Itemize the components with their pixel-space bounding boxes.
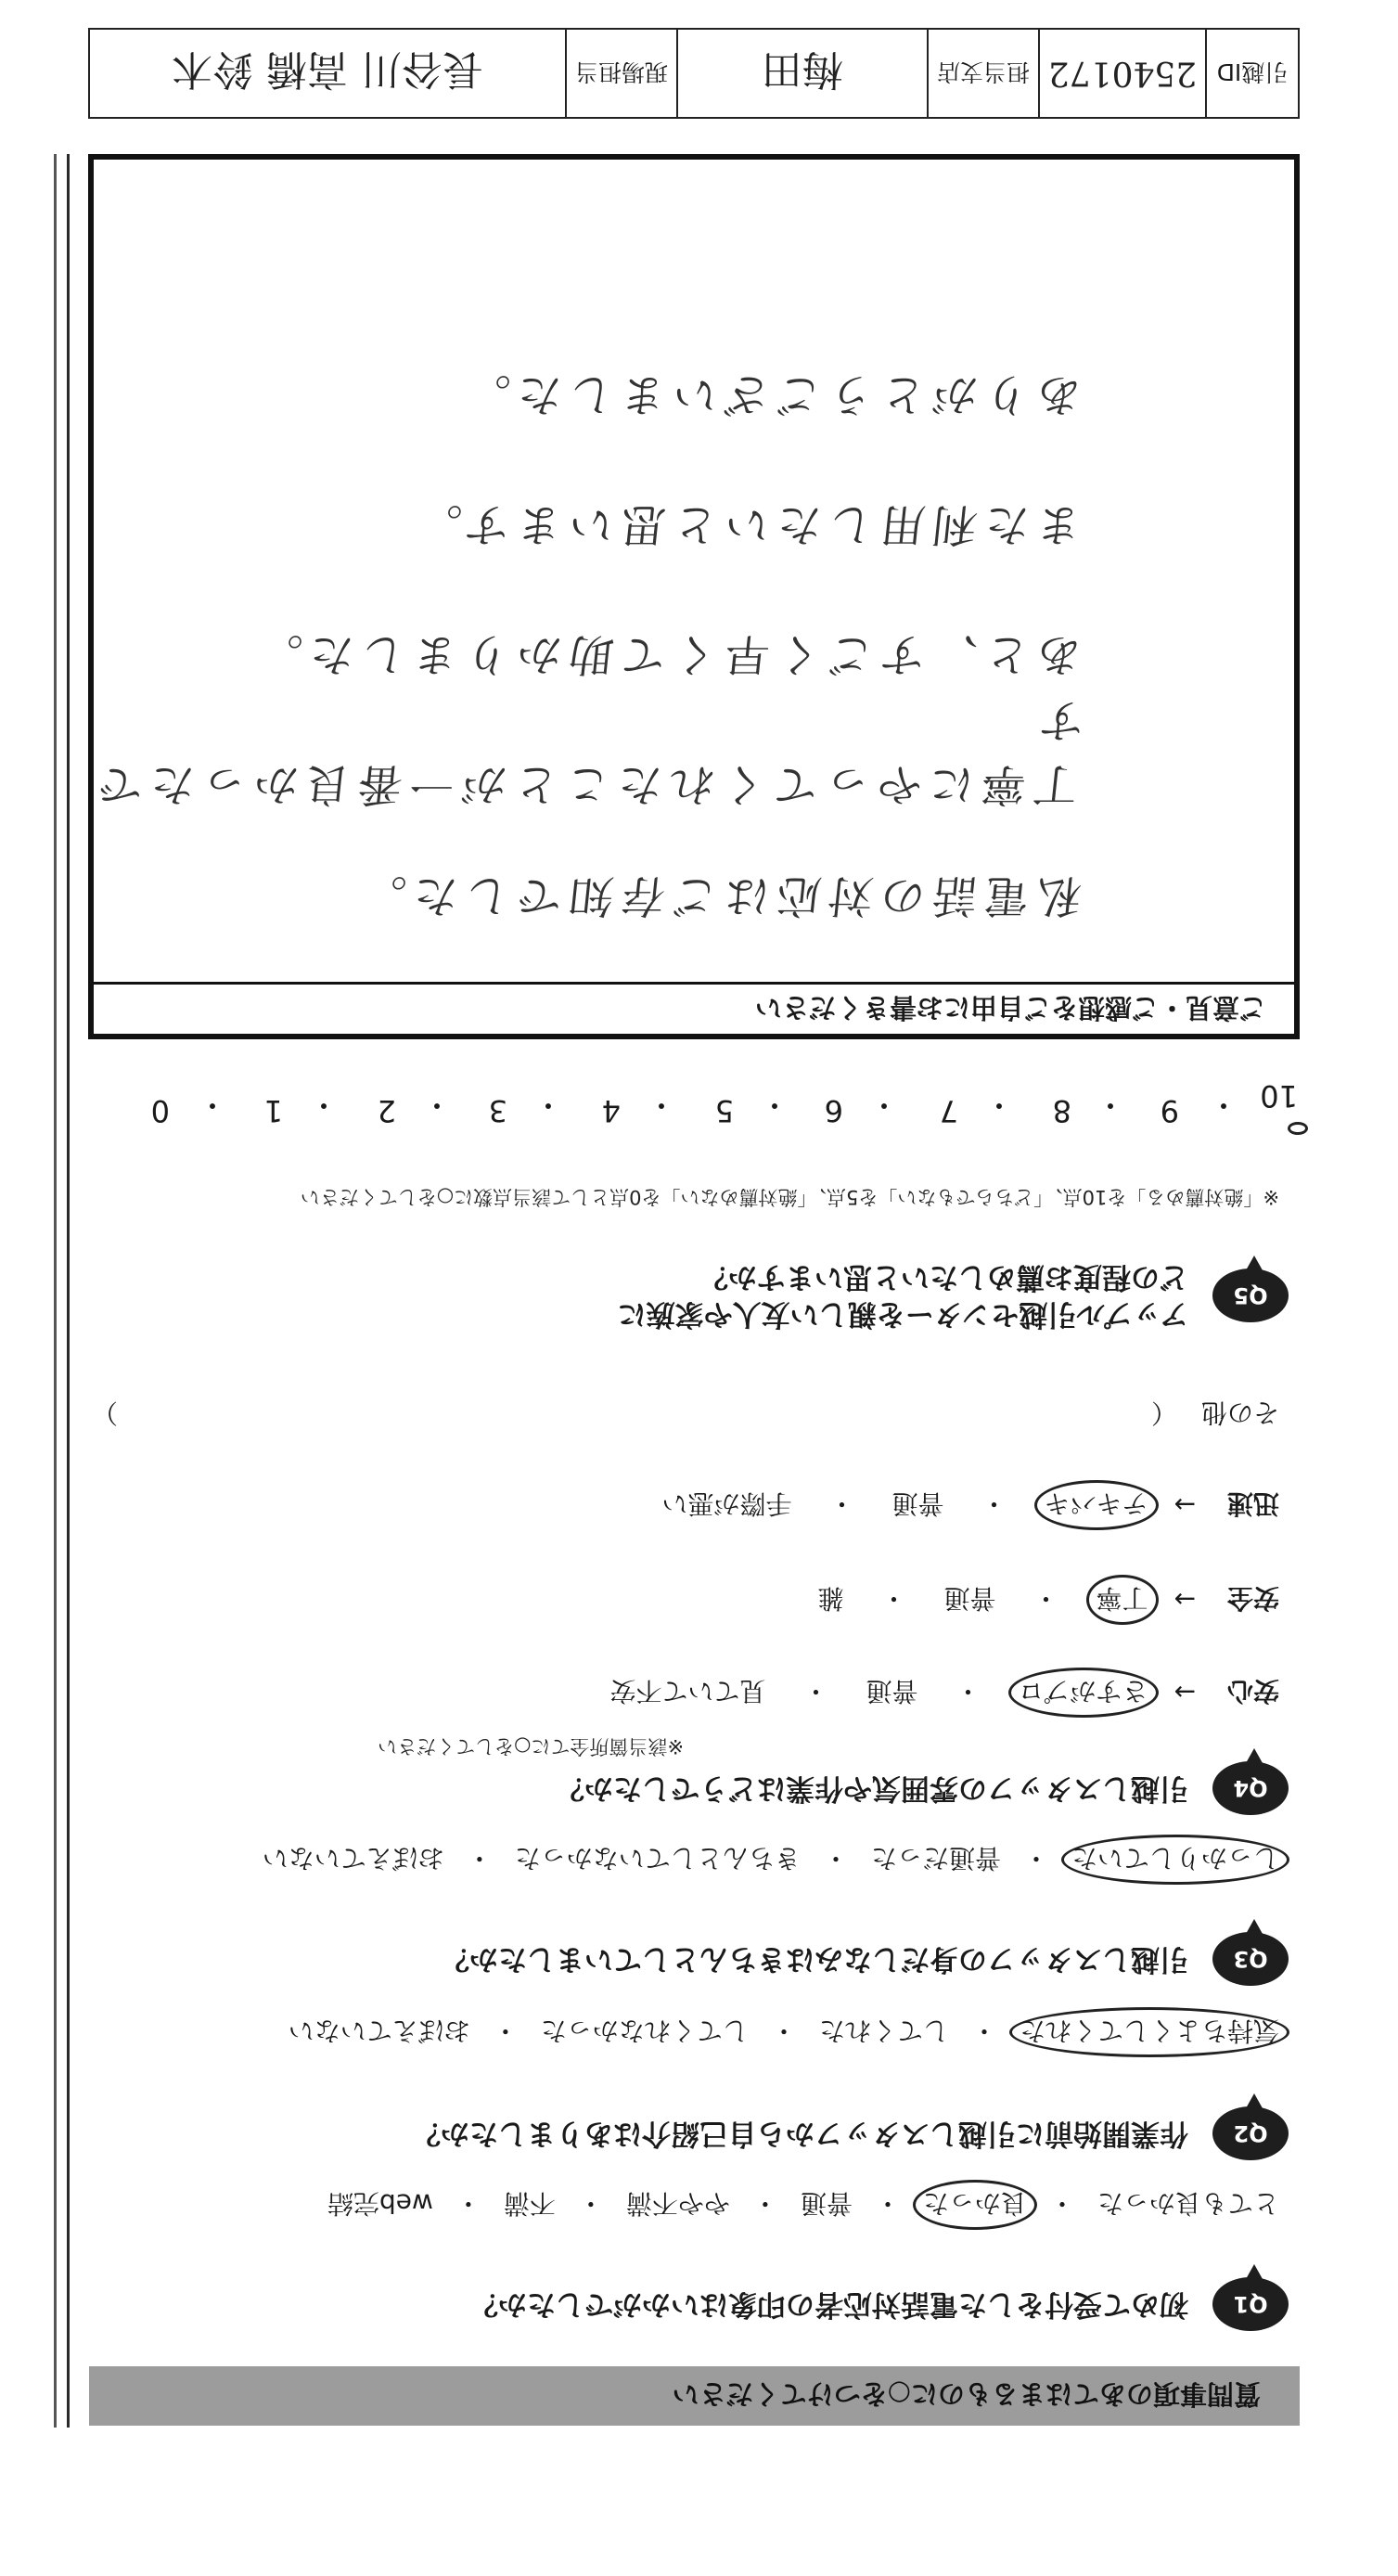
q1-option[interactable]: とても良かった [1097, 2188, 1279, 2219]
q2-option[interactable]: おぼえていない [288, 2016, 470, 2046]
comment-heading: ご意見・ご感想をご自由にお書きください [94, 982, 1294, 1034]
q2-option[interactable]: してくれた [818, 2016, 949, 2046]
q4-option[interactable]: 普通 [943, 1583, 996, 1614]
q5-score[interactable]: 3 [488, 1093, 507, 1128]
q4-row-label: 安心 [1226, 1676, 1279, 1707]
q2-option[interactable]: してくれなかった [540, 2016, 749, 2046]
q4-row-jinsoku: 迅速 → テキパキ ・ 普通 ・ 手際が悪い [661, 1487, 1279, 1524]
id-value: 2540172 [1047, 54, 1198, 93]
q5-scale-dot: ・ [868, 1088, 899, 1123]
question-q5 [618, 1258, 1289, 1333]
id-value-cell [1038, 30, 1205, 117]
comment-line: 丁寧にやってくれたことが一番良かったです [87, 694, 1088, 810]
leader-value: 長谷川 高橋 鈴木 [172, 45, 483, 93]
q4-option-selected[interactable]: さすがプロ [1008, 1668, 1159, 1718]
q5-scale-dot: ・ [983, 1088, 1014, 1123]
q4-option-selected[interactable]: テキパキ [1034, 1480, 1159, 1530]
q2-text: 作業開始前に引越しスタッフから自己紹介はありましたか？ [412, 2117, 1188, 2150]
scan-edge-line [54, 154, 57, 2428]
q5-text-line1: アップル引越センターを親しい友人や家族に [617, 1297, 1188, 1331]
leader-value-cell [90, 30, 565, 117]
q5-scale-dot: ・ [308, 1088, 339, 1123]
q4-other-row [92, 1396, 1279, 1433]
question-q3 [441, 1932, 1289, 1986]
id-label: 引越ID [1216, 58, 1289, 85]
branch-label: 担当支店 [937, 58, 1031, 85]
comment-box[interactable] [88, 154, 1300, 1039]
q5-badge: Q5 [1212, 1269, 1289, 1322]
id-label-cell [1205, 30, 1298, 117]
q3-option-selected[interactable]: しっかりしていた [1061, 1835, 1289, 1885]
question-q4 [556, 1761, 1289, 1815]
q5-scale-dot: ・ [759, 1088, 789, 1123]
leader-label-cell [565, 30, 676, 117]
branch-label-cell [927, 30, 1038, 117]
q5-scale-dot: ・ [532, 1088, 563, 1123]
q5-text-line2: どの程度お薦めしたいと思いますか？ [699, 1260, 1188, 1294]
q5-scale-dot: ・ [646, 1088, 676, 1123]
q1-option[interactable]: 不満 [503, 2188, 556, 2219]
q4-option[interactable]: 見ていて不安 [609, 1676, 766, 1707]
q5-score[interactable]: 5 [714, 1093, 734, 1128]
q1-badge: Q1 [1212, 2277, 1289, 2331]
comment-line: また利用したいと思います。 [406, 498, 1084, 550]
branch-value-cell [676, 30, 927, 117]
branch-value: 梅田 [762, 45, 843, 93]
instruction-band: 質問事項のあてはまるものに○をつけてください [89, 2366, 1300, 2426]
q1-option[interactable]: web完結 [327, 2188, 433, 2219]
q4-other-open: （ [1150, 1397, 1177, 1428]
q2-badge: Q2 [1212, 2106, 1289, 2160]
q1-option[interactable]: やや不満 [625, 2188, 730, 2219]
q4-other-label: その他 [1200, 1397, 1279, 1428]
q1-text: 初めて受付をした電話対応者の印象はいかがでしたか？ [469, 2287, 1188, 2321]
q4-option[interactable]: 雑 [817, 1583, 844, 1614]
q4-text: 引越しスタッフの雰囲気や作業はどうでしたか？ [556, 1771, 1188, 1805]
q3-text: 引越しスタッフの身だしなみはきちんとしていましたか？ [441, 1942, 1188, 1976]
arrow-icon: → [1174, 1489, 1196, 1521]
question-q2 [412, 2106, 1289, 2160]
q4-option-selected[interactable]: 丁寧 [1086, 1575, 1159, 1625]
comment-line: あと、すごく早くて助かりました。 [247, 628, 1084, 680]
q3-option[interactable]: きちんとしていなかった [514, 1843, 801, 1874]
q5-scale-dot: ・ [1095, 1088, 1125, 1123]
q5-score[interactable]: 2 [377, 1093, 396, 1128]
q4-row-label: 迅速 [1226, 1488, 1279, 1519]
q1-options: とても良かった ・ 良かった ・ 普通 ・ やや不満 ・ 不満 ・ web完結 [327, 2186, 1279, 2223]
q5-score[interactable]: 4 [601, 1093, 621, 1128]
q2-options: 気持ちよくしてくれた ・ してくれた ・ してくれなかった ・ おぼえていない [289, 2014, 1279, 2051]
q4-row-anshin: 安心 → さすがプロ ・ 普通 ・ 見ていて不安 [609, 1674, 1279, 1711]
q1-option-selected[interactable]: 良かった [913, 2180, 1037, 2230]
q5-score[interactable]: 6 [824, 1093, 843, 1128]
q5-scale-dot: ・ [421, 1088, 452, 1123]
q5-note: ※「絶対薦める」を10点、「どちらでもない」を5点、「絶対薦めない」を0点として該当点数に○をしてください [300, 1186, 1279, 1208]
q4-other-close: ） [92, 1397, 119, 1428]
q4-other-field[interactable] [118, 1400, 1151, 1428]
q5-score[interactable]: 9 [1160, 1093, 1179, 1128]
q4-row-anzen: 安全 → 丁寧 ・ 普通 ・ 雑 [817, 1581, 1279, 1618]
q3-option[interactable]: 普通だった [870, 1843, 1001, 1874]
q3-options: しっかりしていた ・ 普通だった ・ きちんとしていなかった ・ おぼえていない [263, 1841, 1279, 1878]
comment-line: 私電話の対応はご存知でした。 [351, 869, 1084, 921]
q5-scale [92, 1073, 1298, 1147]
q4-note: ※該当箇所全てに○をしてください [378, 1735, 684, 1758]
q5-scale-dot: ・ [1208, 1088, 1238, 1123]
comment-line: ありがとうございました。 [455, 368, 1084, 420]
q4-option[interactable]: 普通 [866, 1676, 918, 1707]
q2-option-selected[interactable]: 気持ちよくしてくれた [1009, 2007, 1289, 2057]
arrow-icon: → [1174, 1677, 1196, 1708]
scan-edge-line [67, 154, 70, 2428]
q1-option[interactable]: 普通 [800, 2188, 853, 2219]
q5-score[interactable]: 0 [150, 1093, 170, 1128]
question-q1 [469, 2277, 1289, 2331]
leader-label: 現場担当 [575, 58, 669, 85]
q4-row-label: 安全 [1226, 1583, 1279, 1614]
q5-score-selected[interactable]: 10 [1288, 1122, 1308, 1135]
q3-option[interactable]: おぼえていない [262, 1843, 444, 1874]
q4-badge: Q4 [1212, 1761, 1289, 1815]
staff-table [88, 28, 1300, 119]
q4-option[interactable]: 手際が悪い [661, 1488, 792, 1519]
q3-badge: Q3 [1212, 1932, 1289, 1986]
q5-scale-dot: ・ [197, 1088, 227, 1123]
q5-score[interactable]: 7 [939, 1093, 958, 1128]
q5-score[interactable]: 8 [1052, 1093, 1071, 1128]
q4-option[interactable]: 普通 [891, 1488, 944, 1519]
q5-score[interactable]: 1 [263, 1093, 283, 1128]
arrow-icon: → [1174, 1584, 1196, 1616]
